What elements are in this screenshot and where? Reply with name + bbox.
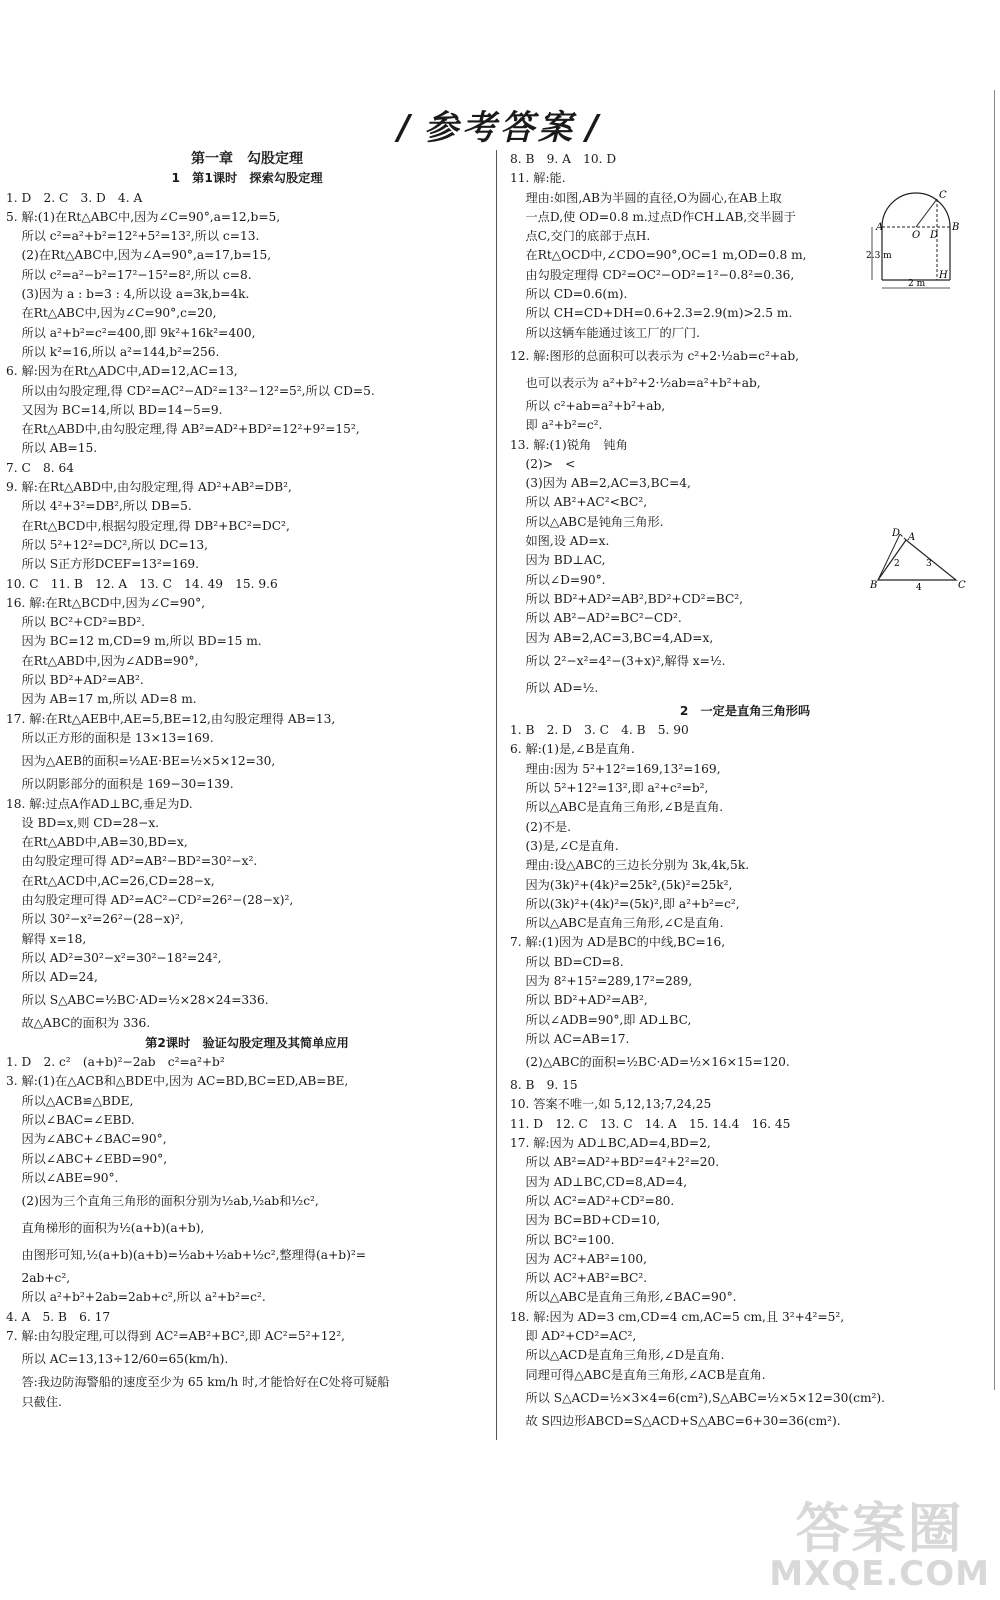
tri-label-d: D	[892, 528, 901, 539]
column-divider	[496, 150, 497, 1440]
answer-line: 17. 解:因为 AD⊥BC,AD=4,BD=2,	[510, 1136, 711, 1151]
answer-line: 所以 4²+3²=DB²,所以 DB=5.	[6, 499, 192, 514]
gate-label-h: H	[939, 270, 948, 281]
answer-line: 所以∠ABE=90°.	[6, 1170, 119, 1185]
answer-line: 在Rt△BCD中,根据勾股定理,得 DB²+BC²=DC²,	[6, 518, 290, 533]
answer-line: 所以 c²=a²+b²=12²+5²=13²,所以 c=13.	[6, 229, 260, 244]
answer-line: 所以 CH=CD+DH=0.6+2.3=2.9(m)>2.5 m.	[510, 306, 793, 321]
watermark	[769, 1497, 990, 1594]
answer-line: 故 S四边形ABCD=S△ACD+S△ABC=6+30=36(cm²).	[510, 1413, 841, 1428]
answer-line: 所以 c²=a²−b²=17²−15²=8²,所以 c=8.	[6, 267, 252, 282]
answer-line: 所以 30²−x²=26²−(28−x)²,	[6, 912, 184, 927]
title-text: 参考答案	[424, 108, 576, 148]
answer-line: 只截住.	[6, 1394, 62, 1409]
answer-line: 所以 AB²=AD²+BD²=4²+2²=20.	[510, 1155, 720, 1170]
triangle-extension	[900, 534, 906, 540]
answer-line: 所以△ACB≌△BDE,	[6, 1093, 134, 1108]
answer-line: 所以这辆车能通过该工厂的厂门.	[510, 325, 700, 340]
answer-line: 所以∠ADB=90°,即 AD⊥BC,	[510, 1012, 692, 1027]
answer-line: 17. 解:在Rt△AEB中,AE=5,BE=12,由勾股定理得 AB=13,	[6, 711, 336, 726]
gate-label-b: B	[952, 222, 960, 233]
answer-line: 10. 答案不唯一,如 5,12,13;7,24,25	[510, 1097, 712, 1112]
answer-line: 所以 c²+ab=a²+b²+ab,	[510, 398, 666, 413]
answer-line: 1. B 2. D 3. C 4. B 5. 90	[510, 723, 689, 738]
answer-line: 所以∠D=90°.	[510, 572, 606, 587]
answer-line: 所以∠BAC=∠EBD.	[6, 1112, 135, 1127]
tri-label-3: 3	[926, 559, 932, 569]
answer-line: 所以 BD=CD=8.	[510, 954, 624, 969]
answer-line: 理由:如图,AB为半圆的直径,O为圆心,在AB上取	[510, 190, 782, 205]
answer-line: 理由:因为 5²+12²=169,13²=169,	[510, 761, 721, 776]
answer-line: (3)因为 a : b=3 : 4,所以设 a=3k,b=4k.	[6, 287, 250, 302]
answer-line: (2)在Rt△ABC中,因为∠A=90°,a=17,b=15,	[6, 248, 272, 263]
answer-line: 9. 解:在Rt△ABD中,由勾股定理,得 AD²+AB²=DB²,	[6, 480, 292, 495]
gate-radius	[916, 199, 937, 227]
answer-line: 由勾股定理可得 AD²=AC²−CD²=26²−(28−x)²,	[6, 892, 294, 907]
answer-line: 所以 S△ABC=½BC·AD=½×28×24=336.	[6, 993, 269, 1008]
answer-line: 如图,设 AD=x.	[510, 534, 610, 549]
left-column	[6, 150, 488, 1412]
answer-line: 所以△ABC是直角三角形,∠C是直角.	[510, 916, 724, 931]
answer-line: 在Rt△ABD中,AB=30,BD=x,	[6, 835, 188, 850]
answer-line: 5. 解:(1)在Rt△ABC中,因为∠C=90°,a=12,b=5,	[6, 209, 281, 224]
answer-line: 所以 BD²+AD²=AB²,BD²+CD²=BC²,	[510, 591, 744, 606]
answer-line: 所以 AC=13,13÷12/60=65(km/h).	[6, 1352, 229, 1367]
answer-line: 所以 k²=16,所以 a²=144,b²=256.	[6, 344, 220, 359]
answer-line: 所以由勾股定理,得 CD²=AC²−AD²=13²−12²=5²,所以 CD=5.	[6, 383, 375, 398]
answer-line: 直角梯形的面积为½(a+b)(a+b),	[6, 1221, 205, 1236]
answer-line: 13. 解:(1)锐角 钝角	[510, 437, 628, 452]
answer-line: 在Rt△ABC中,因为∠C=90°,c=20,	[6, 306, 217, 321]
answer-line: (2)不是.	[510, 819, 572, 834]
title-slash-left: /	[397, 108, 414, 148]
answer-line: 因为(3k)²+(4k)²=25k²,(5k)²=25k²,	[510, 877, 733, 892]
answer-line: 故△ABC的面积为 336.	[6, 1016, 151, 1031]
answer-line: 因为△AEB的面积=½AE·BE=½×5×12=30,	[6, 754, 276, 769]
answer-line: 所以 AC²=AD²+CD²=80.	[510, 1193, 675, 1208]
answer-line: (2)因为三个直角三角形的面积分别为½ab,½ab和½c²,	[6, 1194, 319, 1209]
answer-line: 因为 BC=BD+CD=10,	[510, 1213, 661, 1228]
answer-line: 因为 BC=12 m,CD=9 m,所以 BD=15 m.	[6, 634, 262, 649]
answer-line: 所以 CD=0.6(m).	[510, 287, 628, 302]
answer-line: (2)> <	[510, 456, 576, 471]
triangle-abc	[878, 540, 956, 580]
answer-line: 4. A 5. B 6. 17	[6, 1309, 111, 1324]
answer-line: 所以 BD²+AD²=AB²,	[510, 993, 648, 1008]
gate-label-o: O	[912, 230, 921, 241]
answer-line: 同理可得△ABC是直角三角形,∠ACB是直角.	[510, 1367, 766, 1382]
answer-line: 所以△ABC是直角三角形,∠B是直角.	[510, 800, 724, 815]
answer-line: 因为 AB=17 m,所以 AD=8 m.	[6, 692, 197, 707]
gate-label-width: 2 m	[908, 279, 926, 289]
answer-line: 11. D 12. C 13. C 14. A 15. 14.4 16. 45	[510, 1116, 791, 1131]
answer-line: 理由:设△ABC的三边长分别为 3k,4k,5k.	[510, 858, 750, 873]
page-title	[0, 100, 1000, 149]
answer-line: 12. 解:图形的总面积可以表示为 c²+2·½ab=c²+ab,	[510, 348, 799, 363]
answer-line: 3. 解:(1)在△ACB和△BDE中,因为 AC=BD,BC=ED,AB=BE,	[6, 1074, 349, 1089]
answer-line: 又因为 BC=14,所以 BD=14−5=9.	[6, 402, 223, 417]
gate-diagram	[866, 182, 976, 297]
answer-line: (2)△ABC的面积=½BC·AD=½×16×15=120.	[510, 1055, 790, 1070]
answer-line: 即 AD²+CD²=AC²,	[510, 1329, 637, 1344]
answer-line: 2ab+c²,	[6, 1271, 71, 1286]
answer-line: 7. 解:由勾股定理,可以得到 AC²=AB²+BC²,即 AC²=5²+12²,	[6, 1329, 345, 1344]
answer-line: 所以 AB²+AC²<BC²,	[510, 495, 648, 510]
answer-line: 所以(3k)²+(4k)²=(5k)²,即 a²+b²=c²,	[510, 896, 740, 911]
answer-line: 1. D 2. c² (a+b)²−2ab c²=a²+b²	[6, 1055, 225, 1070]
answer-line: 7. C 8. 64	[6, 460, 75, 475]
triangle-diagram	[866, 528, 966, 590]
answer-line: 所以 AC=AB=17.	[510, 1031, 630, 1046]
answer-line: 11. 解:能.	[510, 171, 566, 186]
answer-line: 1. D 2. C 3. D 4. A	[6, 190, 143, 205]
answer-line: 所以△ABC是直角三角形,∠BAC=90°.	[510, 1290, 737, 1305]
answer-line: 所以 S△ACD=½×3×4=6(cm²),S△ABC=½×5×12=30(cm²).	[510, 1390, 886, 1405]
gate-label-height: 2.3 m	[866, 251, 892, 261]
answer-line: 由勾股定理得 CD²=OC²−OD²=1²−0.8²=0.36,	[510, 267, 795, 282]
tri-label-2: 2	[894, 559, 900, 569]
answer-line: 所以△ACD是直角三角形,∠D是直角.	[510, 1348, 725, 1363]
section-heading: 第2课时 验证勾股定理及其简单应用	[145, 1035, 349, 1050]
section-heading: 1 第1课时 探索勾股定理	[171, 171, 323, 186]
tri-label-c: C	[958, 580, 966, 590]
answer-line: 所以 AD=24,	[6, 970, 98, 985]
answer-line: 因为 8²+15²=289,17²=289,	[510, 973, 693, 988]
answer-line: 所以阴影部分的面积是 169−30=139.	[6, 777, 234, 792]
answer-line: 所以 BC²=100.	[510, 1232, 615, 1247]
answer-line: 在Rt△ABD中,由勾股定理,得 AB²=AD²+BD²=12²+9²=15²,	[6, 422, 360, 437]
answer-line: 因为 BD⊥AC,	[510, 553, 606, 568]
answer-line: 由勾股定理可得 AD²=AB²−BD²=30²−x².	[6, 854, 258, 869]
gate-label-d: D	[930, 230, 939, 241]
answer-line: 所以 5²+12²=DC²,所以 DC=13,	[6, 537, 208, 552]
answer-line: 18. 解:过点A作AD⊥BC,垂足为D.	[6, 796, 193, 811]
answer-line: 18. 解:因为 AD=3 cm,CD=4 cm,AC=5 cm,且 3²+4²=5²,	[510, 1309, 845, 1324]
answer-line: 所以 a²+b²+2ab=2ab+c²,所以 a²+b²=c².	[6, 1290, 266, 1305]
answer-line: 所以 AD²=30²−x²=30²−18²=24²,	[6, 950, 222, 965]
gate-label-c: C	[939, 190, 947, 201]
answer-line: 所以 S正方形DCEF=13²=169.	[6, 557, 200, 572]
answer-line: 所以 AB=15.	[6, 441, 98, 456]
answer-line: 8. B 9. A 10. D	[510, 152, 617, 166]
answer-line: 也可以表示为 a²+b²+2·½ab=a²+b²+ab,	[510, 375, 761, 390]
answer-line: 所以正方形的面积是 13×13=169.	[6, 730, 214, 745]
answer-line: 所以 BD²+AD²=AB².	[6, 673, 144, 688]
answer-line: 在Rt△ACD中,AC=26,CD=28−x,	[6, 873, 215, 888]
answer-line: 由图形可知,½(a+b)(a+b)=½ab+½ab+½c²,整理得(a+b)²=	[6, 1248, 366, 1263]
answer-line: 点C,交门的底部于点H.	[510, 229, 651, 244]
gate-label-a: A	[876, 222, 884, 233]
answer-line: 答:我边防海警船的速度至少为 65 km/h 时,才能恰好在C处将可疑船	[6, 1375, 390, 1390]
answer-line: 解得 x=18,	[6, 931, 87, 946]
answer-line: 6. 解:因为在Rt△ADC中,AD=12,AC=13,	[6, 364, 238, 379]
tri-label-a: A	[908, 532, 916, 543]
section-heading: 2 一定是直角三角形吗	[679, 703, 811, 718]
section-heading: 第一章 勾股定理	[191, 151, 303, 167]
watermark-logo: 答案圈	[795, 1497, 964, 1560]
answer-line: 所以∠ABC+∠EBD=90°,	[6, 1151, 168, 1166]
answer-line: 因为 AD⊥BC,CD=8,AD=4,	[510, 1174, 688, 1189]
answer-line: 一点D,使 OD=0.8 m.过点D作CH⊥AB,交半圆于	[510, 209, 796, 224]
tri-label-4: 4	[916, 583, 922, 590]
triangle-bd	[878, 534, 900, 580]
answer-line: 在Rt△ABD中,因为∠ADB=90°,	[6, 653, 199, 668]
answer-line: 所以 AD=½.	[510, 680, 599, 695]
answer-line: 设 BD=x,则 CD=28−x.	[6, 815, 160, 830]
answer-line: 所以△ABC是钝角三角形.	[510, 514, 664, 529]
answer-line: 所以 a²+b²=c²=400,即 9k²+16k²=400,	[6, 325, 256, 340]
answer-line: (3)是,∠C是直角.	[510, 838, 619, 853]
answer-line: 8. B 9. 15	[510, 1078, 578, 1093]
answer-line: 所以 2²−x²=4²−(3+x)²,解得 x=½.	[510, 653, 726, 668]
answer-line: 所以 5²+12²=13²,即 a²+c²=b²,	[510, 781, 709, 796]
answer-line: 因为∠ABC+∠BAC=90°,	[6, 1132, 167, 1147]
answer-line: 所以 BC²+CD²=BD².	[6, 615, 146, 630]
answer-line: 因为 AC²+AB²=100,	[510, 1251, 647, 1266]
answer-line: 所以 AB²−AD²=BC²−CD².	[510, 611, 682, 626]
answer-line: 10. C 11. B 12. A 13. C 14. 49 15. 9.6	[6, 576, 278, 591]
answer-line: (3)因为 AB=2,AC=3,BC=4,	[510, 476, 691, 491]
answer-line: 7. 解:(1)因为 AD是BC的中线,BC=16,	[510, 935, 726, 950]
page-edge-line	[994, 90, 995, 1390]
answer-line: 因为 AB=2,AC=3,BC=4,AD=x,	[510, 630, 714, 645]
answer-line: 6. 解:(1)是,∠B是直角.	[510, 742, 635, 757]
answer-line: 16. 解:在Rt△BCD中,因为∠C=90°,	[6, 595, 206, 610]
right-column	[510, 150, 980, 1431]
answer-line: 在Rt△OCD中,∠CDO=90°,OC=1 m,OD=0.8 m,	[510, 248, 807, 263]
answer-line: 即 a²+b²=c².	[510, 418, 603, 433]
watermark-url: MXQE.COM	[769, 1554, 990, 1594]
tri-label-b: B	[870, 580, 878, 590]
answer-line: 所以 AC²+AB²=BC².	[510, 1271, 648, 1286]
title-slash-right: /	[586, 108, 603, 148]
